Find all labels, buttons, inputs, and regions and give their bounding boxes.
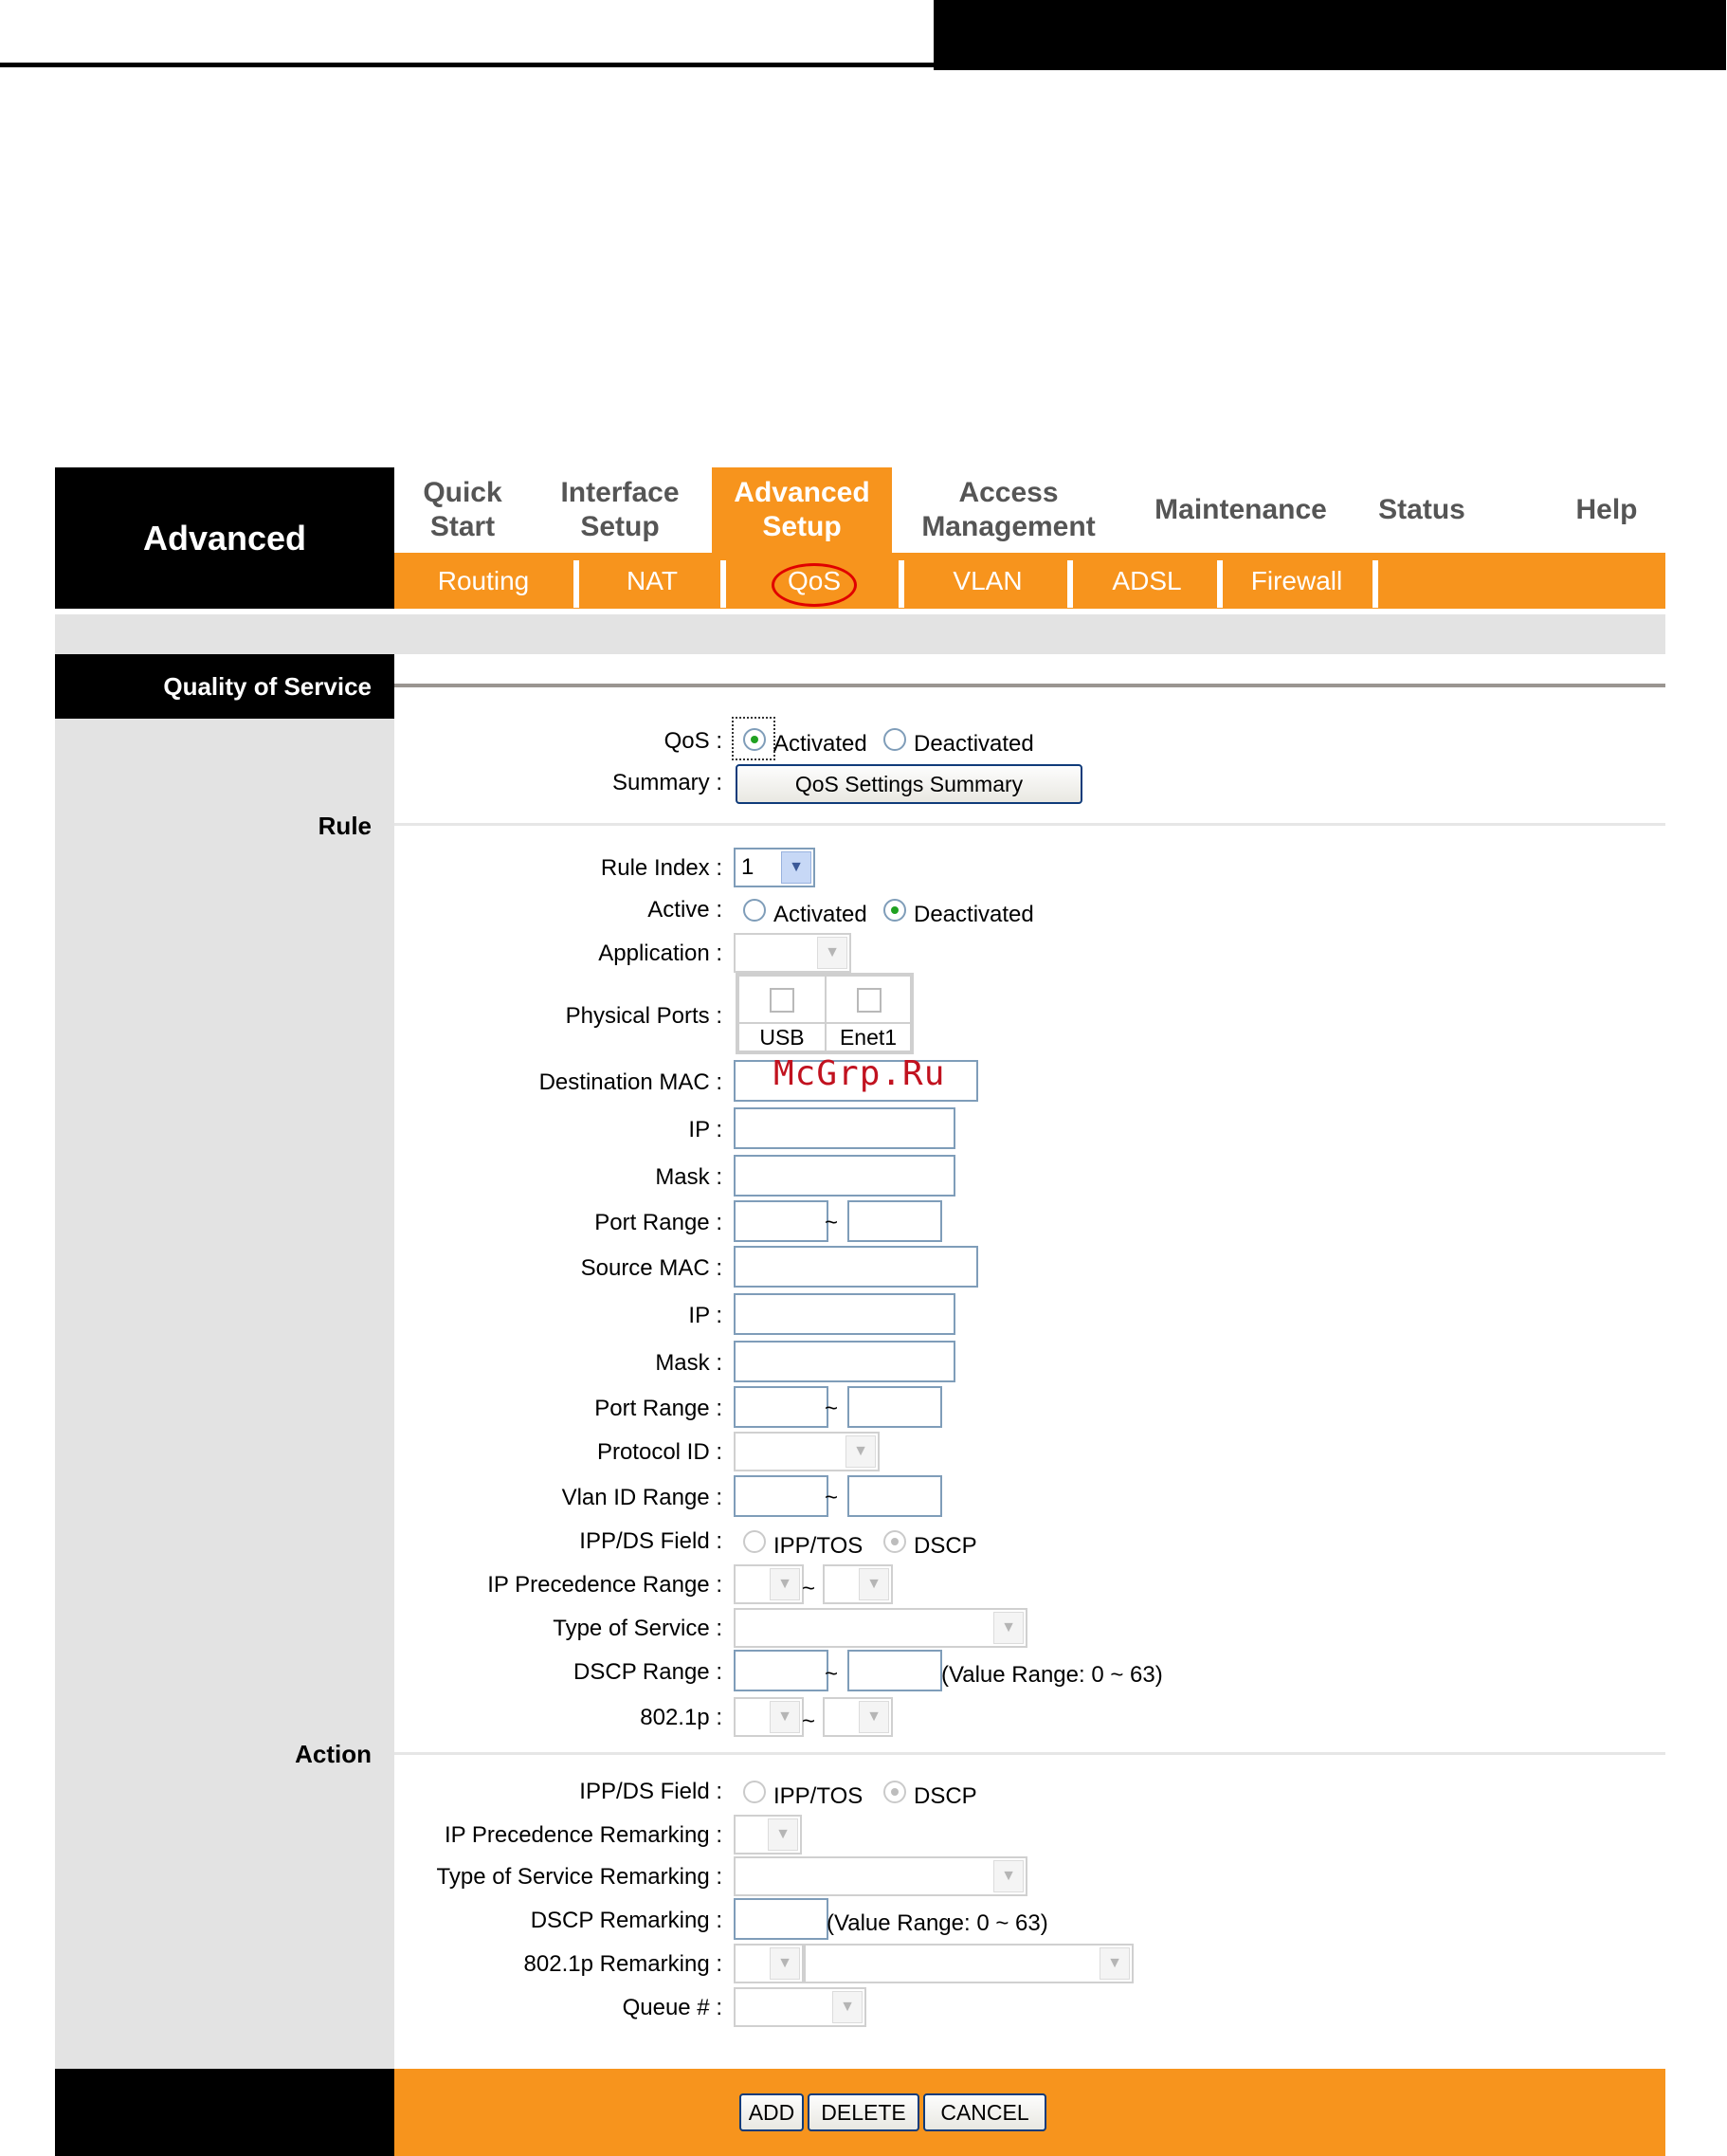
add-button[interactable]: ADD xyxy=(739,2093,804,2131)
chevron-down-icon: ▼ xyxy=(770,1701,800,1733)
port-usb-checkbox[interactable] xyxy=(770,988,794,1013)
ip-precedence-range-label: IP Precedence Range : xyxy=(487,1572,722,1598)
dest-ip-label: IP : xyxy=(688,1117,722,1142)
tab-interface-setup[interactable] xyxy=(542,467,698,553)
subtab-divider xyxy=(1373,560,1378,608)
qos-highlight-ring xyxy=(772,563,857,607)
tab-access-management[interactable] xyxy=(905,467,1112,553)
dest-port-start-input[interactable] xyxy=(734,1200,828,1242)
tab-help[interactable] xyxy=(1554,467,1659,553)
application-select[interactable] xyxy=(734,933,851,973)
dest-mac-label: Destination MAC : xyxy=(538,1069,722,1095)
rule-index-value: 1 xyxy=(741,854,754,880)
tab-label-line2: Start xyxy=(429,511,496,542)
ippds-field-label: IPP/DS Field : xyxy=(579,1528,722,1554)
src-port-start-input[interactable] xyxy=(734,1386,828,1428)
port-usb-label: USB xyxy=(737,1022,827,1052)
p8021-end-select[interactable] xyxy=(823,1697,893,1737)
vlan-id-start-input[interactable] xyxy=(734,1475,828,1517)
action-ippds-ipptos-radio[interactable] xyxy=(743,1781,766,1803)
header-rule xyxy=(0,63,934,67)
ip-precedence-end-select[interactable] xyxy=(823,1564,893,1604)
tab-label-line2: Setup xyxy=(580,511,660,542)
p8021-remarking-detail-select[interactable] xyxy=(804,1944,1134,1983)
p8021-remarking-label: 802.1p Remarking : xyxy=(523,1951,722,1977)
chevron-down-icon: ▼ xyxy=(781,851,811,884)
rule-index-select[interactable] xyxy=(734,848,815,887)
tab-maintenance[interactable] xyxy=(1137,467,1344,553)
group-label-rule: Rule xyxy=(318,812,372,840)
src-port-end-input[interactable] xyxy=(847,1386,942,1428)
src-port-range-label: Port Range : xyxy=(594,1396,722,1421)
action-divider xyxy=(394,1752,1665,1755)
qos-label: QoS : xyxy=(664,728,722,754)
subtab-qos[interactable]: QoS xyxy=(787,565,842,595)
qos-activated-radio[interactable] xyxy=(743,728,766,751)
p8021-start-select[interactable] xyxy=(734,1697,804,1737)
section-title-text: Quality of Service xyxy=(163,671,372,701)
dest-mask-input[interactable] xyxy=(734,1155,955,1197)
ippds-dscp-radio[interactable] xyxy=(883,1530,906,1553)
range-tilde: ~ xyxy=(825,1661,839,1687)
action-ippds-field-label: IPP/DS Field : xyxy=(579,1779,722,1804)
ip-precedence-remarking-label: IP Precedence Remarking : xyxy=(444,1822,722,1848)
tab-label-line1: Advanced xyxy=(734,477,870,508)
tab-label-line1: Help xyxy=(1575,494,1638,525)
dest-mask-label: Mask : xyxy=(655,1164,722,1190)
p8021-label: 802.1p : xyxy=(640,1705,722,1730)
gray-strip xyxy=(55,614,1665,654)
active-activated-label: Activated xyxy=(773,902,867,927)
active-deactivated-label: Deactivated xyxy=(914,902,1034,927)
tab-label-line2: Management xyxy=(921,511,1096,542)
src-mask-input[interactable] xyxy=(734,1341,955,1382)
src-mac-input[interactable] xyxy=(734,1246,978,1288)
chevron-down-icon: ▼ xyxy=(859,1701,889,1733)
subtab-vlan[interactable]: VLAN xyxy=(953,565,1023,595)
chevron-down-icon: ▼ xyxy=(832,1991,863,2023)
radio-dot xyxy=(751,736,758,743)
subtab-routing[interactable]: Routing xyxy=(437,565,530,595)
ippds-ipptos-label: IPP/TOS xyxy=(773,1533,864,1559)
qos-settings-summary-button[interactable]: QoS Settings Summary xyxy=(736,764,1082,804)
active-label: Active : xyxy=(647,897,722,923)
tab-label-line1: Quick xyxy=(423,477,502,508)
ippds-ipptos-radio[interactable] xyxy=(743,1530,766,1553)
src-mac-label: Source MAC : xyxy=(580,1255,722,1281)
dscp-range-end-input[interactable] xyxy=(847,1650,942,1691)
range-tilde: ~ xyxy=(825,1485,839,1510)
dscp-range-label: DSCP Range : xyxy=(573,1659,722,1685)
tab-label-line1: Status xyxy=(1378,494,1465,525)
port-usb-cell xyxy=(737,975,827,1024)
src-mask-label: Mask : xyxy=(655,1350,722,1376)
range-tilde: ~ xyxy=(802,1708,816,1734)
radio-dot xyxy=(891,1788,899,1796)
subtab-divider xyxy=(899,560,904,608)
chevron-down-icon: ▼ xyxy=(1100,1947,1130,1980)
chevron-down-icon: ▼ xyxy=(993,1612,1024,1644)
summary-label: Summary : xyxy=(611,770,722,795)
vlan-id-end-input[interactable] xyxy=(847,1475,942,1517)
subtab-nat[interactable]: NAT xyxy=(627,565,678,595)
chevron-down-icon: ▼ xyxy=(993,1860,1024,1892)
dscp-remarking-hint: (Value Range: 0 ~ 63) xyxy=(827,1910,1048,1936)
dscp-range-hint: (Value Range: 0 ~ 63) xyxy=(941,1662,1163,1688)
queue-label: Queue # : xyxy=(622,1995,722,2020)
protocol-id-select[interactable] xyxy=(734,1432,880,1471)
chevron-down-icon: ▼ xyxy=(845,1435,876,1468)
qos-activated-label: Activated xyxy=(773,731,867,757)
vlan-id-range-label: Vlan ID Range : xyxy=(561,1485,722,1510)
subtab-divider xyxy=(1217,560,1223,608)
range-tilde: ~ xyxy=(802,1576,816,1601)
protocol-id-label: Protocol ID : xyxy=(596,1439,722,1465)
dest-port-range-label: Port Range : xyxy=(594,1210,722,1235)
footer-left-block xyxy=(55,2069,394,2156)
delete-button[interactable]: DELETE xyxy=(808,2093,919,2131)
group-label-action: Action xyxy=(295,1740,372,1768)
radio-dot xyxy=(891,1538,899,1545)
tab-quick-start[interactable] xyxy=(404,467,521,553)
port-enet1-label: Enet1 xyxy=(825,1022,912,1052)
subtab-divider xyxy=(573,560,579,608)
chevron-down-icon: ▼ xyxy=(770,1568,800,1600)
subtab-divider xyxy=(1067,560,1073,608)
src-ip-input[interactable] xyxy=(734,1293,955,1335)
dscp-remarking-input[interactable] xyxy=(734,1898,828,1940)
action-ippds-ipptos-label: IPP/TOS xyxy=(773,1783,864,1809)
active-activated-radio[interactable] xyxy=(743,899,766,922)
header-block xyxy=(934,0,1726,70)
physical-ports-label: Physical Ports : xyxy=(565,1003,722,1029)
brand-title: Advanced xyxy=(55,467,394,609)
dest-port-end-input[interactable] xyxy=(847,1200,942,1242)
dscp-remarking-label: DSCP Remarking : xyxy=(530,1908,722,1933)
tab-label-line2: Setup xyxy=(762,511,842,542)
chevron-down-icon: ▼ xyxy=(859,1568,889,1600)
chevron-down-icon: ▼ xyxy=(768,1818,798,1851)
section-divider xyxy=(394,684,1665,687)
type-of-service-select[interactable] xyxy=(734,1608,1027,1648)
dest-ip-input[interactable] xyxy=(734,1107,955,1149)
section-title xyxy=(55,654,394,719)
port-enet1-cell xyxy=(825,975,912,1024)
queue-select[interactable] xyxy=(734,1987,866,2027)
tos-remarking-label: Type of Service Remarking : xyxy=(436,1864,722,1890)
action-ippds-dscp-radio[interactable] xyxy=(883,1781,906,1803)
rule-index-label: Rule Index : xyxy=(600,855,722,881)
physical-ports-table xyxy=(736,973,914,1054)
p8021-remarking-select[interactable] xyxy=(734,1944,804,1983)
rule-divider xyxy=(394,823,1665,826)
tab-label-line1: Access xyxy=(958,477,1059,508)
qos-deactivated-label: Deactivated xyxy=(914,731,1034,757)
tab-label-line1: Interface xyxy=(560,477,680,508)
cancel-button[interactable]: CANCEL xyxy=(923,2093,1046,2131)
tab-advanced-setup[interactable] xyxy=(712,467,892,553)
active-deactivated-radio[interactable] xyxy=(883,899,906,922)
range-tilde: ~ xyxy=(825,1210,839,1235)
tos-remarking-select[interactable] xyxy=(734,1856,1027,1896)
src-ip-label: IP : xyxy=(688,1303,722,1328)
tab-label-line1: Maintenance xyxy=(1154,494,1327,525)
range-tilde: ~ xyxy=(825,1396,839,1421)
ip-precedence-remarking-select[interactable] xyxy=(734,1815,802,1855)
port-enet1-checkbox[interactable] xyxy=(857,988,882,1013)
qos-deactivated-radio[interactable] xyxy=(883,728,906,751)
action-ippds-dscp-label: DSCP xyxy=(914,1783,977,1809)
watermark: McGrp.Ru xyxy=(773,1054,946,1093)
tab-status[interactable] xyxy=(1365,467,1479,553)
type-of-service-label: Type of Service : xyxy=(553,1616,722,1641)
radio-dot xyxy=(891,906,899,914)
subtab-divider xyxy=(720,560,726,608)
chevron-down-icon: ▼ xyxy=(817,937,847,969)
application-label: Application : xyxy=(598,941,722,966)
ippds-dscp-label: DSCP xyxy=(914,1533,977,1559)
chevron-down-icon: ▼ xyxy=(770,1947,800,1980)
dscp-range-start-input[interactable] xyxy=(734,1650,828,1691)
subtab-adsl[interactable]: ADSL xyxy=(1112,565,1182,595)
ip-precedence-start-select[interactable] xyxy=(734,1564,804,1604)
subtab-firewall[interactable]: Firewall xyxy=(1250,565,1343,595)
